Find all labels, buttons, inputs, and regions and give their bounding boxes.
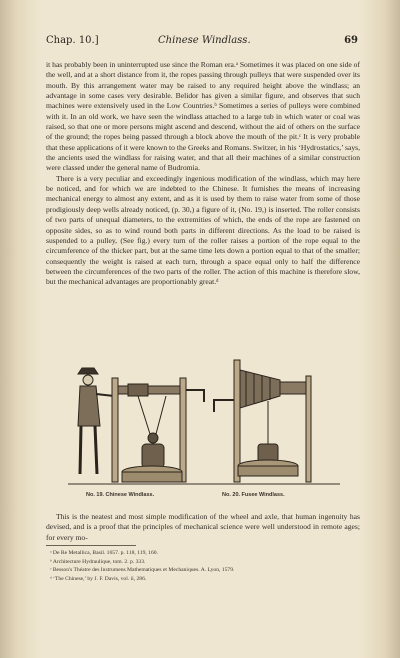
figure-caption-19: No. 19. Chinese Windlass. (86, 492, 155, 498)
page-number: 69 (344, 35, 358, 46)
chapter-label: Chap. 10.] (46, 35, 99, 46)
footnote-d: ᵈ ‘The Chinese,’ by J. F. Davis, vol. ii, 286. (50, 575, 147, 582)
footnote-a: ᵃ De Re Metallica, Basil. 1657. p. 118, 119, 160. (50, 550, 159, 556)
footnotes (50, 549, 360, 583)
footnote-c: ᶜ Besson's Théatre des Instrumens Mathematiques et Mechaniques. A. Lyon, 1579. (50, 567, 235, 574)
closing-paragraph: This is the neatest and most simple modification of the wheel and axle, that human ingenuity has devised, and is a proof that the principles of mechanical science were well understood in remote ages; for every mo- (46, 512, 360, 542)
chinese-windlass-icon (112, 378, 204, 482)
figure-caption-20: No. 20. Fusee Windlass. (222, 492, 285, 498)
running-title: Chinese Windlass. (158, 35, 251, 46)
footnote-b: ᵇ Architecture Hydraulique, tom. 2. p. 333. (50, 558, 146, 565)
footnote-divider (46, 545, 136, 546)
windlass-illustrations (68, 356, 340, 490)
main-text (46, 60, 360, 288)
running-header (46, 35, 358, 49)
paragraph-1: it has probably been in uninterrupted use since the Roman era.ᵃ Sometimes it was placed on one side of the well, and at a short distance from it, the ropes passing through pulleys that were suspended over its mouth. By this arrangement water may be raised to any required height above the windlass; an advantage in some cases very desirable. Belidor has given a similar figure, and observes that such machines were extensively used in the Low Countries.ᵇ Sometimes a series of pulleys were combined with it. In an old work, we have seen the windlass attached to a large tub in which water or coal was raised, so that one or more persons might ascend and descend, without the aid of others on the surface of the ground; the ropes being passed through a block above the mouth of the pit.ᶜ It is very probable that these applications of it were known to the Greeks and Romans. Switzer, in his ‘Hydrostatics,’ says, the ancients used the windlass for raising water, and that all their machines of a similar construction were classed under the general name of Budromia. (46, 60, 360, 173)
fusee-windlass-icon (214, 360, 311, 482)
man-figure-icon (78, 368, 114, 474)
paragraph-2: There is a very peculiar and exceedingly ingenious modification of the windlass, which may here be noticed, and for which we are indebted to the Chinese. It furnishes the means of increasing mechanical energy to almost any extent, and as it is used by them to raise water from some of those prodigiously deep wells already noticed, (p. 30,) a figure of it, (No. 19,) is inserted. The roller consists of two parts of unequal diameters, to the extremities of which, the ends of the rope are fastened on opposite sides, so as to wind round both parts in different directions. As the load to be raised is suspended to a pulley, (See fig.) every turn of the roller raises a portion of the rope equal to the circumference of the thicker part, but at the same time lets down a portion equal to that of the smaller; consequently the weight is raised at each turn, through a space equal only to half the difference between the circumferences of the two parts of the roller. The action of this machine is therefore slow, but the mechanical advantages are proportionably great.ᵈ (46, 173, 360, 287)
closing-text (46, 512, 360, 543)
